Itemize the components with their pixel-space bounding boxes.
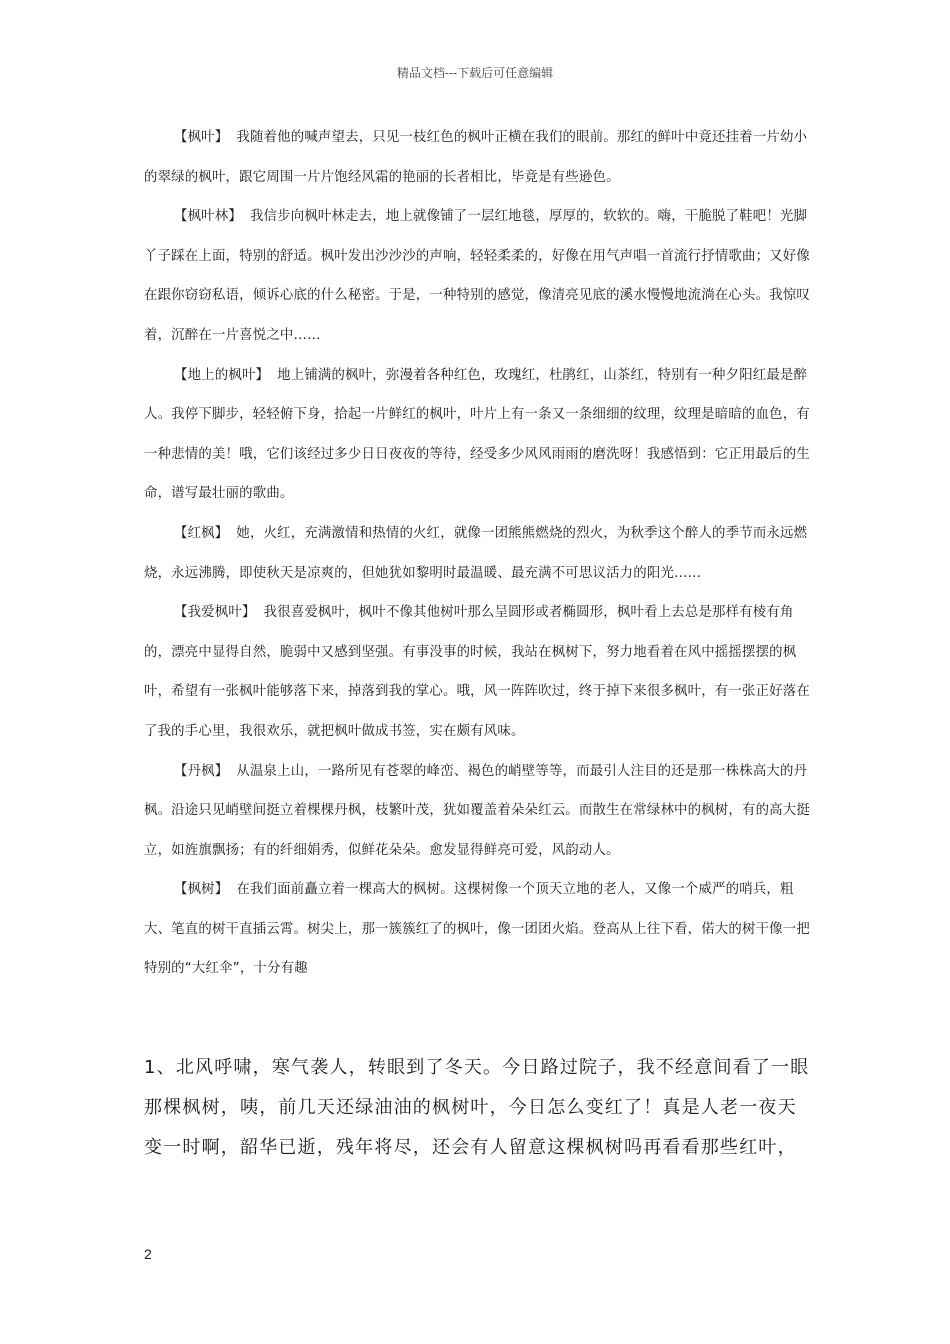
paragraph-text: 地上铺满的枫叶，弥漫着各种红色，玫瑰红，杜鹃红，山茶红，特别有一种夕阳红最是醉人。我停下脚步，轻轻俯下身，拾起一片鲜红的枫叶，叶片上有一条又一条细细的纹理，纹理是暗暗的血色，有一种悲情的美！哦，它们该经过多少日日夜夜的等待，经受多少风风雨雨的磨洗呀！我感悟到：它正用最后的生命，谱写最壮丽的歌曲。 bbox=[144, 367, 810, 502]
paragraph-danfeng bbox=[144, 752, 816, 871]
page-number: 2 bbox=[144, 1246, 152, 1262]
paragraph-tag: 【枫叶】 bbox=[174, 130, 229, 145]
paragraph-text: 我信步向枫叶林走去，地上就像铺了一层红地毯，厚厚的，软软的。嗨，干脆脱了鞋吧！光脚丫子踩在上面，特别的舒适。枫叶发出沙沙沙的声响，轻轻柔柔的，好像在用气声唱一首流行抒情歌曲；又好像在跟你窃窃私语，倾诉心底的什么秘密。于是，一种特别的感觉，像清亮见底的溪水慢慢地流淌在心头。我惊叹着，沉醉在一片喜悦之中…… bbox=[144, 209, 810, 343]
paragraph-text: 我很喜爱枫叶，枫叶不像其他树叶那么呈圆形或者椭圆形，枫叶看上去总是那样有棱有角的，漂亮中显得自然，脆弱中又感到坚强。有事没事的时候，我站在枫树下，努力地看着在风中摇摇摆摆的枫叶，希望有一张枫叶能够落下来，掉落到我的掌心。哦，风一阵阵吹过，终于掉下来很多枫叶，有一张正好落在了我的手心里，我很欢乐，就把枫叶做成书签，实在颇有风味。 bbox=[144, 605, 810, 739]
paragraph-tag: 【红枫】 bbox=[174, 525, 229, 541]
paragraph-tag: 【我爱枫叶】 bbox=[174, 605, 256, 621]
page-header: 精品文档---下载后可任意编辑 bbox=[396, 66, 554, 80]
paragraph-fengye bbox=[144, 118, 816, 197]
essay-paragraph: 1、北风呼啸，寒气袭人，转眼到了冬天。今日路过院子，我不经意间看了一眼那棵枫树，咦，前几天还绿油油的枫树叶，今日怎么变红了！真是人老一夜天变一时啊，韶华已逝，残年将尽，还会有人留意这棵枫树吗再看看那些红叶， bbox=[144, 1057, 810, 1158]
document-body bbox=[144, 118, 816, 989]
paragraph-text: 从温泉上山，一路所见有苍翠的峰峦、褐色的峭壁等等，而最引人注目的还是那一株株高大的丹枫。沿途只见峭壁间挺立着棵棵丹枫，枝繁叶茂，犹如覆盖着朵朵红云。而散生在常绿林中的枫树，有的高大挺立，如旌旗飘扬；有的纤细娟秀，似鲜花朵朵。愈发显得鲜亮可爱，风韵动人。 bbox=[144, 763, 810, 858]
paragraph-fengshu bbox=[144, 870, 816, 989]
paragraph-text: 我随着他的喊声望去，只见一枝红色的枫叶正横在我们的眼前。那红的鲜叶中竟还挂着一片幼小的翠绿的枫叶，跟它周围一片片饱经风霜的艳丽的长者相比，毕竟是有些逊色。 bbox=[144, 130, 808, 185]
paragraph-hongfeng bbox=[144, 514, 816, 593]
paragraph-tag: 【丹枫】 bbox=[174, 763, 229, 779]
paragraph-tag: 【枫树】 bbox=[174, 882, 229, 898]
paragraph-fengyelin bbox=[144, 197, 816, 355]
paragraph-tag: 【枫叶林】 bbox=[174, 209, 242, 225]
paragraph-text: 在我们面前矗立着一棵高大的枫树。这棵树像一个顶天立地的老人，又像一个威严的哨兵，粗大、笔直的树干直插云霄。树尖上，那一簇簇红了的枫叶，像一团团火焰。登高从上往下看，偌大的树干像一把特别的“大红伞”，十分有趣 bbox=[144, 882, 810, 977]
paragraph-woai-fengye bbox=[144, 593, 816, 751]
paragraph-dishang-fengye bbox=[144, 356, 816, 514]
paragraph-text: 她，火红，充满激情和热情的火红，就像一团熊熊燃烧的烈火，为秋季这个醉人的季节而永远燃烧，永远沸腾，即使秋天是凉爽的，但她犹如黎明时最温暖、最充满不可思议活力的阳光…… bbox=[144, 525, 808, 581]
paragraph-tag: 【地上的枫叶】 bbox=[174, 367, 270, 383]
